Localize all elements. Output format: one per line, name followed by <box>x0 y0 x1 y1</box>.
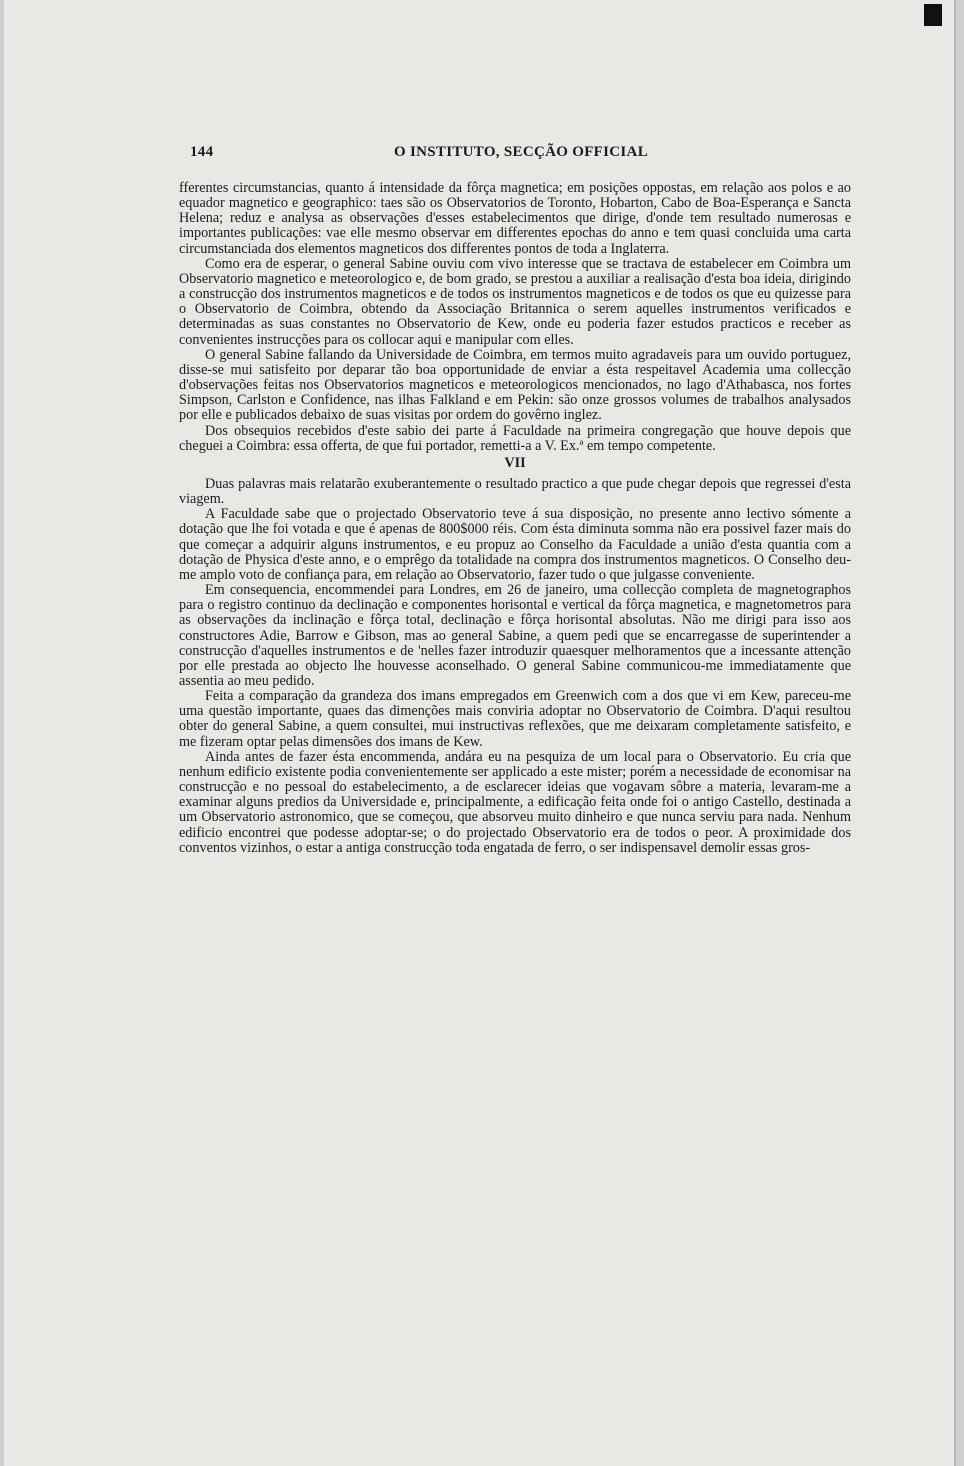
body-text <box>179 181 851 856</box>
page-header <box>190 140 852 166</box>
corner-scan-mark <box>924 4 942 26</box>
section-heading: VII <box>504 454 526 471</box>
page-number: 144 <box>190 144 214 160</box>
paragraph: A Faculdade sabe que o projectado Observatorio teve á sua disposição, no presente anno lectivo sómente a dotação que lhe foi votada e que é apenas de 800$000 réis. Com ésta diminuta somma não era possivel fazer mais do que começar a adquirir alguns instrumentos, e eu propuz ao Conselho da Faculdade a união d'esta quantia com a dotação de Physica d'este anno, e o emprêgo da totalidade na compra dos instrumentos magneticos. O Conselho deu-me amplo voto de confiança para, em relação ao Observatorio, fazer tudo o que julgasse conveniente. <box>179 506 851 583</box>
document-page <box>4 0 956 1466</box>
paragraph: Ainda antes de fazer ésta encommenda, andára eu na pesquiza de um local para o Observatorio. Eu cria que nenhum edificio existente podia convenientemente ser applicado a este mister; porém a necessidade de economisar na construcção e no pessoal do estabelecimento, a de esclarecer ideias que vogavam sôbre a materia, levaram-me a examinar alguns predios da Universidade e, principalmente, a edificação feita onde foi o antigo Castello, destinada a um Observatorio astronomico, que se começou, que absorveu muito dinheiro e que nunca serviu para nada. Nenhum edificio encontrei que podesse adoptar-se; o do projectado Observatorio era de todos o peor. A proximidade dos conventos vizinhos, o estar a antiga construcção toda engatada de ferro, o ser indispensavel demolir essas gros- <box>179 748 851 856</box>
paragraph: Em consequencia, encommendei para Londres, em 26 de janeiro, uma collecção completa de magnetographos para o registro continuo da declinação e componentes horisontal e vertical da fôrça magnetica, e magnetometros para as observações da inclinação e fôrça total, declinação e fôrça horisontal absolutas. Não me dirigi para isso aos constructores Adie, Barrow e Gibson, mas ao general Sabine, a quem pedi que se encarregasse de superintender a construcção d'aquelles instrumentos e de 'nelles fazer introduzir quaesquer melhoramentos que a incessante attenção por elle prestada ao objecto lhe houvesse aconselhado. O general Sabine communicou-me immediatamente que assentia ao meu pedido. <box>179 582 851 689</box>
running-title: O INSTITUTO, SECÇÃO OFFICIAL <box>393 144 648 160</box>
paragraph: fferentes circumstancias, quanto á intensidade da fôrça magnetica; em posições oppostas, em relação aos polos e ao equador magnetico e geographico: taes são os Observatorios de Toronto, Hobarton, Cabo de Boa-Esperança e Sancta Helena; reduz e analysa as observações d'esses estabelecimentos que dirige, d'onde tem resultado numerosas e importantes publicações: vae elle mesmo observar em differentes epochas do anno e tem quasi concluida uma carta circumstanciada dos elementos magneticos dos differentes pontos de toda a Inglaterra. <box>179 180 851 257</box>
paragraph: Como era de esperar, o general Sabine ouviu com vivo interesse que se tractava de estabelecer em Coimbra um Observatorio magnetico e meteorologico e, de bom grado, se prestou a auxiliar a realisação d'esta boa ideia, dirigindo a construcção dos instrumentos magneticos e de todos os instrumentos magneticos e de todos os que eu quizesse para o Observatorio de Coimbra, obtendo da Associação Britannica o serem aquelles instrumentos verificados e determinadas as suas constantes no Observatorio de Kew, onde eu poderia fazer estudos practicos e receber as convenientes instrucções para os collocar aqui e manipular com elles. <box>179 255 851 348</box>
paragraph: Feita a comparação da grandeza dos imans empregados em Greenwich com a dos que vi em Kew, pareceu-me uma questão importante, quaes das dimenções mais conviria adoptar no Observatorio de Coimbra. D'aqui resultou obter do general Sabine, a quem consultei, mui instructivas reflexões, que me deixaram completamente satisfeito, e me fizeram optar pelas dimensões dos imans de Kew. <box>179 688 851 750</box>
paragraph: Duas palavras mais relatarão exuberantemente o resultado practico a que pude chegar depois que regressei d'esta viagem. <box>179 475 851 508</box>
paragraph: O general Sabine fallando da Universidade de Coimbra, em termos muito agradaveis para um ouvido portuguez, disse-se mui satisfeito por deparar tão boa opportunidade de enviar a ésta respeitavel Academia uma collecção d'observações feitas nos Observatorios magneticos e meteorologicos mencionados, no lago d'Athabasca, nos fortes Simpson, Carlston e Confidence, nas ilhas Falkland e em Pekin: são onze grossos volumes de trabalhos analysados por elle e publicados debaixo de suas visitas por ordem do govêrno inglez. <box>179 346 851 424</box>
paragraph: Dos obsequios recebidos d'este sabio dei parte á Faculdade na primeira congregação que houve depois que cheguei a Coimbra: essa offerta, de que fui portador, remetti-a a V. Ex.ª em tempo competente. <box>179 422 851 454</box>
